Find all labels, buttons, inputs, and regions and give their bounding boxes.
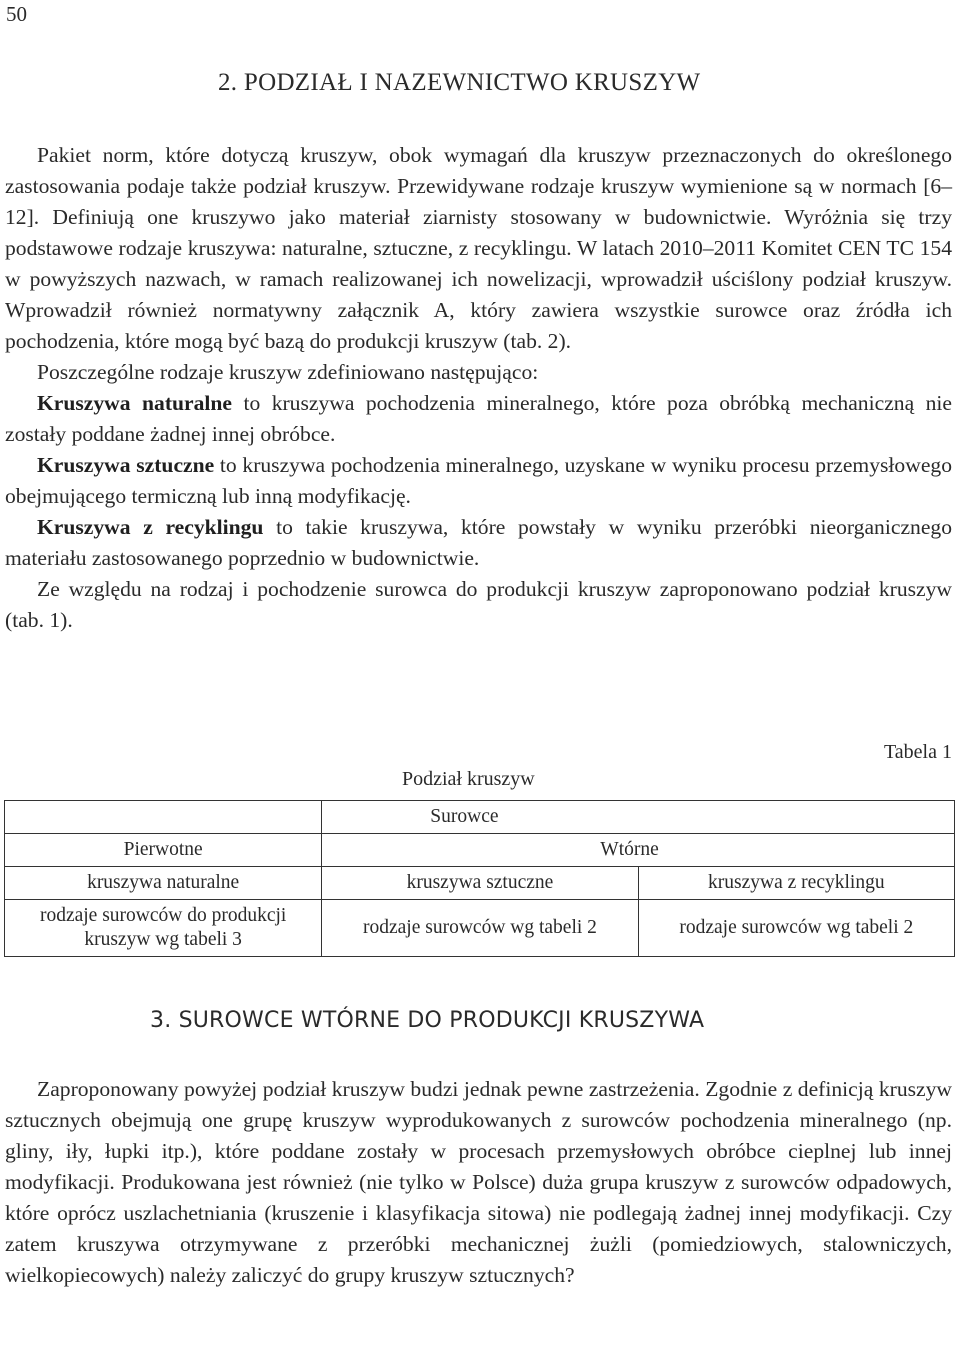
classification-table xyxy=(4,800,955,957)
cell-artificial: kruszywa sztuczne xyxy=(322,867,638,900)
cell-raw-materials: Surowce xyxy=(322,801,955,834)
paragraph-intro: Pakiet norm, które dotyczą kruszyw, obok wymagań dla kruszyw przeznaczonych do określonego zastosowania podaje także podział kruszyw. Przewidywane rodzaje kruszyw wymienione są w normach [6–12]. Definiują one kruszywo jako materiał ziarnisty stosowany w budownictwie. Wyróżnia się trzy podstawowe rodzaje kruszywa: naturalne, sztuczne, z recyklingu. W latach 2010–2011 Komitet CEN TC 154 w powyższych nazwach, w ramach realizowanej ich nowelizacji, wprowadził uściślony podział kruszyw. Wprowadził również normatywny załącznik A, który zawiera wszystkie surowce oraz źródła ich pochodzenia, które mogą być bazą do produkcji kruszyw (tab. 2). xyxy=(5,143,952,353)
paragraph-definitions-lead: Poszczególne rodzaje kruszyw zdefiniowano następująco: xyxy=(37,360,539,384)
definition-recycled xyxy=(5,512,952,574)
section-2-heading: 2. PODZIAŁ I NAZEWNICTWO KRUSZYW xyxy=(218,69,701,96)
term-recycled: Kruszywa z recyklingu xyxy=(37,515,264,539)
paragraph-section-3: Zaproponowany powyżej podział kruszyw budzi jednak pewne zastrzeżenia. Zgodnie z definicją kruszyw sztucznych obejmują one grupę kruszyw wyprodukowanych z surowców pochodzenia mineralnego (np. gliny, iły, łupki itp.), które poddane zostały w procesach przemysłowych obróbce cieplnej lub innej modyfikacji. Produkowana jest również (nie tylko w Polsce) duża grupa kruszyw z surowców odpadowych, które oprócz uszlachetniania (kruszenie i klasyfikacja sitowa) nie podlegają żadnej innej modyfikacji. Czy zatem kruszywa otrzymywane z przeróbki mechanicznej żużli (pomiedziowych, stalowniczych, wielkopiecowych) należy zaliczyć do grupy kruszyw sztucznych? xyxy=(5,1077,952,1287)
cell-sources-artificial: rodzaje surowców wg tabeli 2 xyxy=(322,900,638,957)
cell-recycled: kruszywa z recyklingu xyxy=(638,867,954,900)
definition-recycled-text: to takie kruszywa, które powstały w wyniku przeróbki nieorganicznego materiału zastosowanego poprzednio w budownictwie. xyxy=(5,515,952,570)
cell-primary: Pierwotne xyxy=(5,834,322,867)
definition-natural-text: to kruszywa pochodzenia mineralnego, które poza obróbką mechaniczną nie zostały poddane żadnej innej obróbce. xyxy=(5,391,952,446)
cell-sources-recycled: rodzaje surowców wg tabeli 2 xyxy=(638,900,954,957)
section-3-heading: 3. SUROWCE WTÓRNE DO PRODUKCJI KRUSZYWA xyxy=(150,1008,705,1033)
term-natural: Kruszywa naturalne xyxy=(37,391,232,415)
cell-sources-natural: rodzaje surowców do produkcji kruszyw wg tabeli 3 xyxy=(5,900,322,957)
term-artificial: Kruszywa sztuczne xyxy=(37,453,215,477)
table-title: Podział kruszyw xyxy=(402,768,535,790)
page-number: 50 xyxy=(6,2,27,26)
definition-natural xyxy=(5,388,952,450)
section-3-body xyxy=(5,1074,952,1291)
table-label: Tabela 1 xyxy=(883,741,952,763)
definition-artificial xyxy=(5,450,952,512)
cell-natural: kruszywa naturalne xyxy=(5,867,322,900)
cell-secondary: Wtórne xyxy=(322,834,955,867)
section-2-body xyxy=(5,140,952,636)
paragraph-classification-note: Ze względu na rodzaj i pochodzenie surowca do produkcji kruszyw zaproponowano podział kruszyw (tab. 1). xyxy=(5,577,952,632)
definition-artificial-text: to kruszywa pochodzenia mineralnego, uzyskane w wyniku procesu przemysłowego obejmującego termiczną lub inną modyfikację. xyxy=(5,453,953,508)
